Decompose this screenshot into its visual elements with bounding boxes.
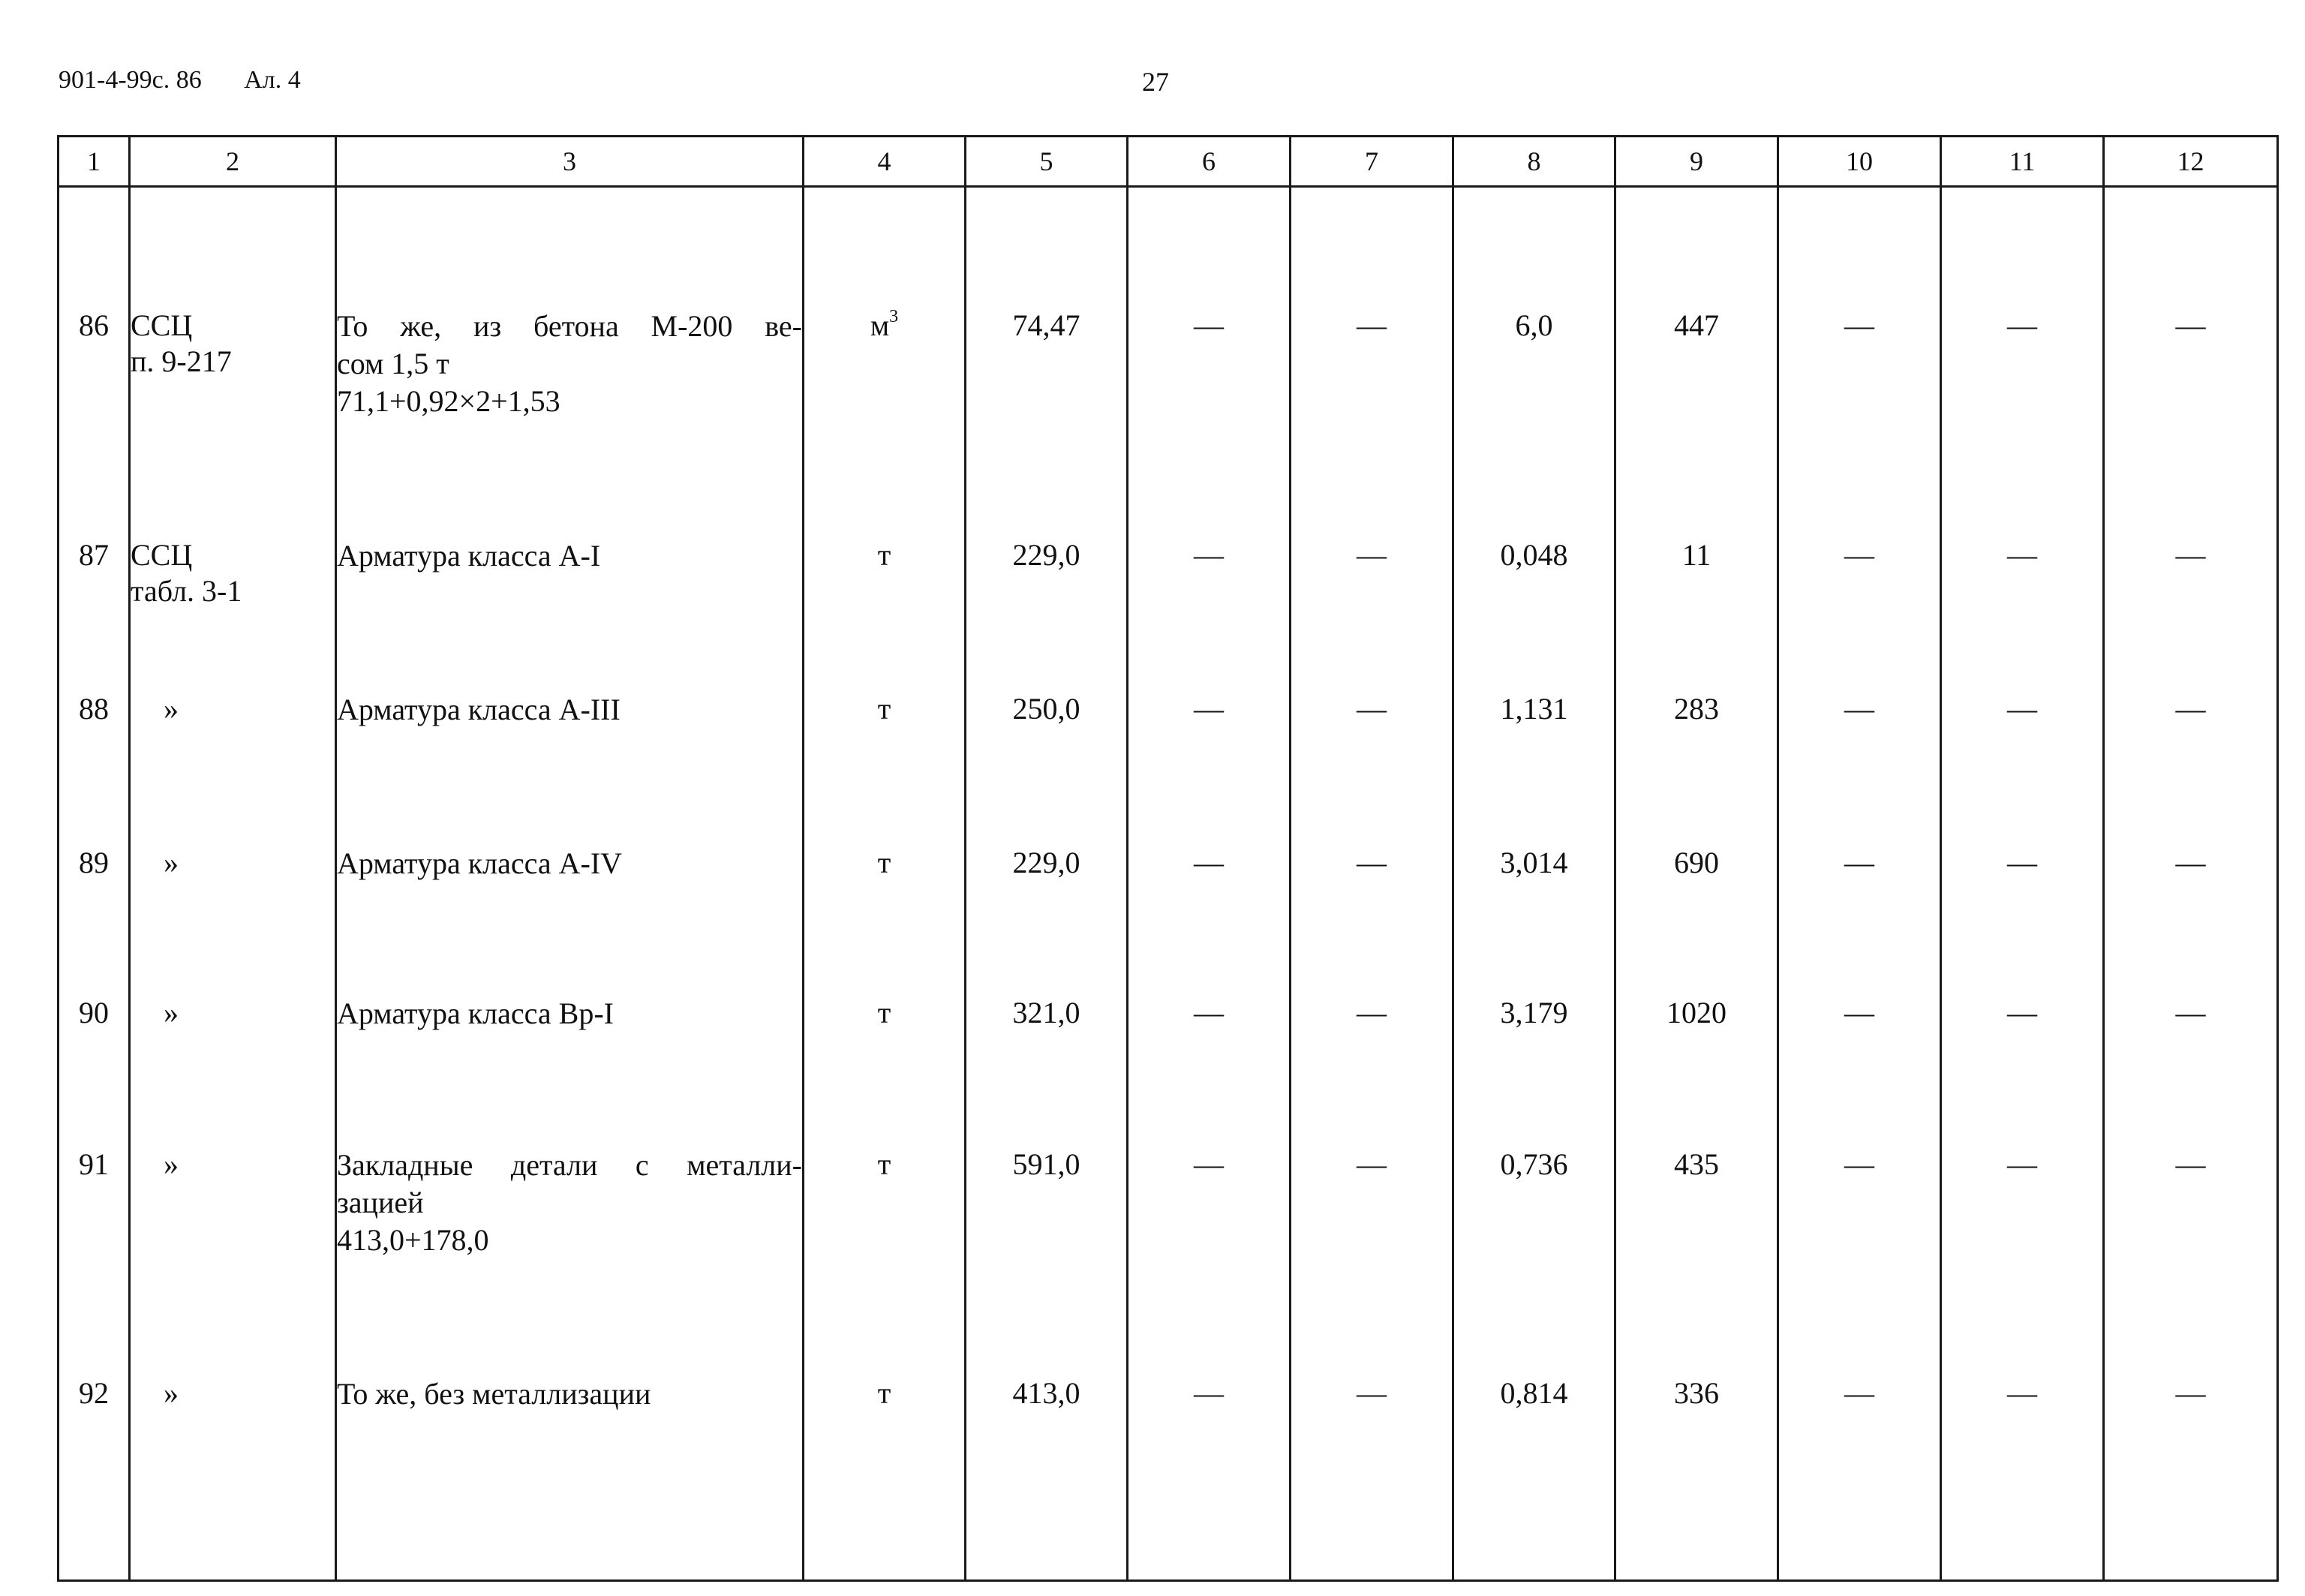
- quantity: 3,179: [1453, 995, 1615, 1147]
- document-header: [59, 66, 301, 95]
- unit: т: [804, 691, 966, 845]
- column-number-row: [59, 137, 2278, 187]
- col11-value: —: [1941, 537, 2104, 691]
- col11-value: —: [1941, 691, 2104, 845]
- column-header: 10: [1778, 137, 1941, 187]
- col6-value: —: [1128, 691, 1291, 845]
- col10-value: —: [1778, 691, 1941, 845]
- total-cost: 447: [1615, 308, 1778, 537]
- table-row: [59, 308, 2278, 537]
- item-name: Арматура класса А-IV: [336, 845, 804, 995]
- item-name: Арматура класса А-III: [336, 691, 804, 845]
- unit: т: [804, 995, 966, 1147]
- col10-value: —: [1778, 1147, 1941, 1375]
- quantity: 6,0: [1453, 308, 1615, 537]
- unit-cell: [804, 308, 966, 537]
- col12-value: —: [2104, 691, 2278, 845]
- name-line: 71,1+0,92×2+1,53: [337, 384, 560, 418]
- source-line: ССЦ: [131, 308, 193, 342]
- row-number: 89: [59, 845, 130, 995]
- unit: т: [804, 1375, 966, 1555]
- source-reference: »: [130, 995, 336, 1147]
- name-line: зацией: [337, 1186, 424, 1219]
- col12-value: —: [2104, 1147, 2278, 1375]
- source-reference: »: [130, 1147, 336, 1375]
- source-reference: »: [130, 691, 336, 845]
- quantity: 0,048: [1453, 537, 1615, 691]
- total-cost: 690: [1615, 845, 1778, 995]
- row-number: 86: [59, 308, 130, 537]
- col7-value: —: [1291, 691, 1453, 845]
- column-header: 1: [59, 137, 130, 187]
- col6-value: —: [1128, 537, 1291, 691]
- column-header: 11: [1941, 137, 2104, 187]
- source-line: ССЦ: [131, 538, 193, 572]
- unit: т: [804, 537, 966, 691]
- row-number: 87: [59, 537, 130, 691]
- col6-value: —: [1128, 308, 1291, 537]
- col6-value: —: [1128, 1147, 1291, 1375]
- album-label: Ал. 4: [244, 66, 301, 94]
- col6-value: —: [1128, 995, 1291, 1147]
- item-name: [336, 1147, 804, 1375]
- unit-price: 321,0: [966, 995, 1128, 1147]
- name-line: Закладные детали с металли-: [337, 1148, 802, 1182]
- col7-value: —: [1291, 537, 1453, 691]
- unit-exponent: 3: [889, 307, 899, 326]
- source-line: табл. 3-1: [131, 574, 242, 608]
- col11-value: —: [1941, 845, 2104, 995]
- quantity: 3,014: [1453, 845, 1615, 995]
- source-reference: »: [130, 845, 336, 995]
- col12-value: —: [2104, 537, 2278, 691]
- unit-price: 591,0: [966, 1147, 1128, 1375]
- col12-value: —: [2104, 845, 2278, 995]
- col10-value: —: [1778, 1375, 1941, 1555]
- col7-value: —: [1291, 845, 1453, 995]
- name-line: сом 1,5 т: [337, 347, 449, 380]
- source-reference: [130, 537, 336, 691]
- col10-value: —: [1778, 845, 1941, 995]
- col11-value: —: [1941, 995, 2104, 1147]
- document-code: 901-4-99с. 86: [59, 66, 202, 94]
- col12-value: —: [2104, 308, 2278, 537]
- unit: м: [870, 308, 890, 342]
- table-row: [59, 995, 2278, 1147]
- column-header: 6: [1128, 137, 1291, 187]
- quantity: 1,131: [1453, 691, 1615, 845]
- total-cost: 11: [1615, 537, 1778, 691]
- col6-value: —: [1128, 1375, 1291, 1555]
- row-number: 92: [59, 1375, 130, 1555]
- total-cost: 336: [1615, 1375, 1778, 1555]
- col10-value: —: [1778, 995, 1941, 1147]
- page-number: 27: [1142, 67, 1169, 97]
- column-header: 2: [130, 137, 336, 187]
- estimate-table: [57, 135, 2279, 1582]
- row-number: 91: [59, 1147, 130, 1375]
- col12-value: —: [2104, 995, 2278, 1147]
- col7-value: —: [1291, 1147, 1453, 1375]
- column-header: 8: [1453, 137, 1615, 187]
- total-cost: 435: [1615, 1147, 1778, 1375]
- unit-price: 229,0: [966, 537, 1128, 691]
- source-reference: »: [130, 1375, 336, 1555]
- quantity: 0,736: [1453, 1147, 1615, 1375]
- table-row: [59, 1375, 2278, 1555]
- table-row: [59, 1147, 2278, 1375]
- column-header: 4: [804, 137, 966, 187]
- total-cost: 1020: [1615, 995, 1778, 1147]
- source-line: п. 9-217: [131, 344, 232, 378]
- column-header: 12: [2104, 137, 2278, 187]
- total-cost: 283: [1615, 691, 1778, 845]
- item-name: Арматура класса А-I: [336, 537, 804, 691]
- unit-price: 229,0: [966, 845, 1128, 995]
- col7-value: —: [1291, 995, 1453, 1147]
- col6-value: —: [1128, 845, 1291, 995]
- name-line: То же, из бетона М-200 ве-: [337, 309, 802, 343]
- unit-price: 413,0: [966, 1375, 1128, 1555]
- table-row: [59, 537, 2278, 691]
- name-line: 413,0+178,0: [337, 1223, 489, 1257]
- row-number: 88: [59, 691, 130, 845]
- unit-price: 74,47: [966, 308, 1128, 537]
- col10-value: —: [1778, 537, 1941, 691]
- unit: т: [804, 845, 966, 995]
- source-reference: [130, 308, 336, 537]
- item-name: То же, без металлизации: [336, 1375, 804, 1555]
- column-header: 5: [966, 137, 1128, 187]
- col7-value: —: [1291, 308, 1453, 537]
- table-row: [59, 691, 2278, 845]
- column-header: 3: [336, 137, 804, 187]
- quantity: 0,814: [1453, 1375, 1615, 1555]
- col12-value: —: [2104, 1375, 2278, 1555]
- column-header: 9: [1615, 137, 1778, 187]
- table-row: [59, 845, 2278, 995]
- col11-value: —: [1941, 308, 2104, 537]
- unit: т: [804, 1147, 966, 1375]
- col7-value: —: [1291, 1375, 1453, 1555]
- column-header: 7: [1291, 137, 1453, 187]
- item-name: [336, 308, 804, 537]
- col11-value: —: [1941, 1147, 2104, 1375]
- spacer-row: [59, 187, 2278, 308]
- col11-value: —: [1941, 1375, 2104, 1555]
- item-name: Арматура класса Вр-I: [336, 995, 804, 1147]
- row-number: 90: [59, 995, 130, 1147]
- unit-price: 250,0: [966, 691, 1128, 845]
- spacer-row: [59, 1555, 2278, 1581]
- col10-value: —: [1778, 308, 1941, 537]
